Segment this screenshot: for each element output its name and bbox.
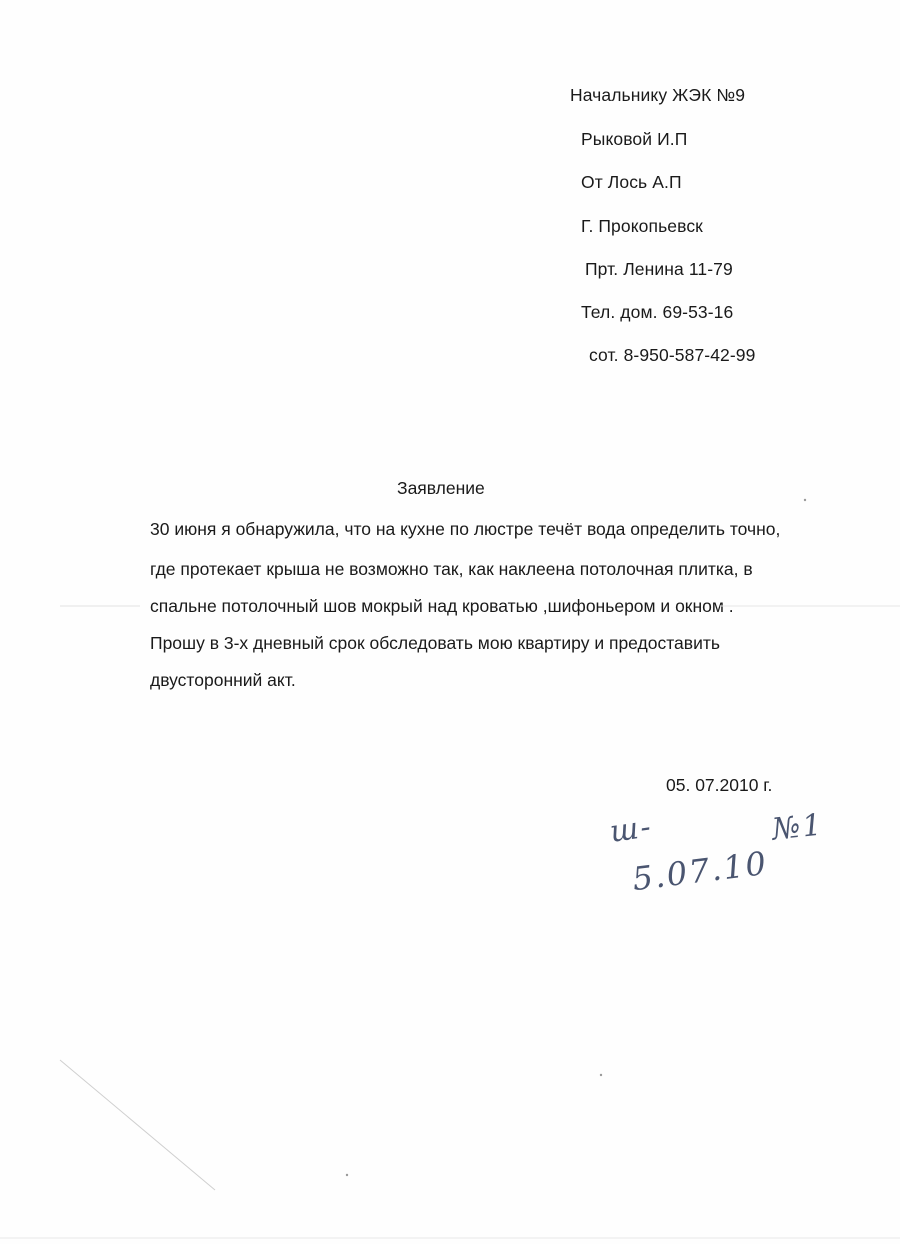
body-line: 30 июня я обнаружила, что на кухне по люстре течёт вода определить точно, [150, 519, 781, 539]
body-line: где протекает крыша не возможно так, как наклеена потолочная плитка, в [150, 559, 753, 579]
body-line: спальне потолочный шов мокрый над кроватью ,шифоньером и окном . [150, 596, 734, 616]
document-date: 05. 07.2010 г. [666, 775, 773, 795]
scan-speck [804, 499, 806, 501]
document-title: Заявление [397, 478, 485, 498]
scan-speck [600, 1074, 602, 1076]
scan-speck [346, 1174, 348, 1176]
header-line-address: Прт. Ленина 11-79 [585, 259, 733, 279]
header-line-mobile-phone: сот. 8-950-587-42-99 [589, 345, 756, 365]
body-line: Прошу в 3-х дневный срок обследовать мою квартиру и предоставить [150, 633, 720, 653]
header-line-recipient: Начальнику ЖЭК №9 [570, 85, 746, 105]
scan-crease-line [60, 1060, 215, 1190]
handwritten-mark-left: ш- [607, 809, 655, 850]
header-line-recipient-name: Рыковой И.П [581, 129, 688, 149]
header-line-sender: От Лось А.П [581, 172, 682, 192]
handwritten-mark-right: №1 [770, 807, 826, 848]
handwritten-date: 5.07.10 [630, 843, 770, 899]
header-line-city: Г. Прокопьевск [581, 216, 703, 236]
body-line: двусторонний акт. [150, 670, 296, 690]
header-line-home-phone: Тел. дом. 69-53-16 [581, 302, 734, 322]
